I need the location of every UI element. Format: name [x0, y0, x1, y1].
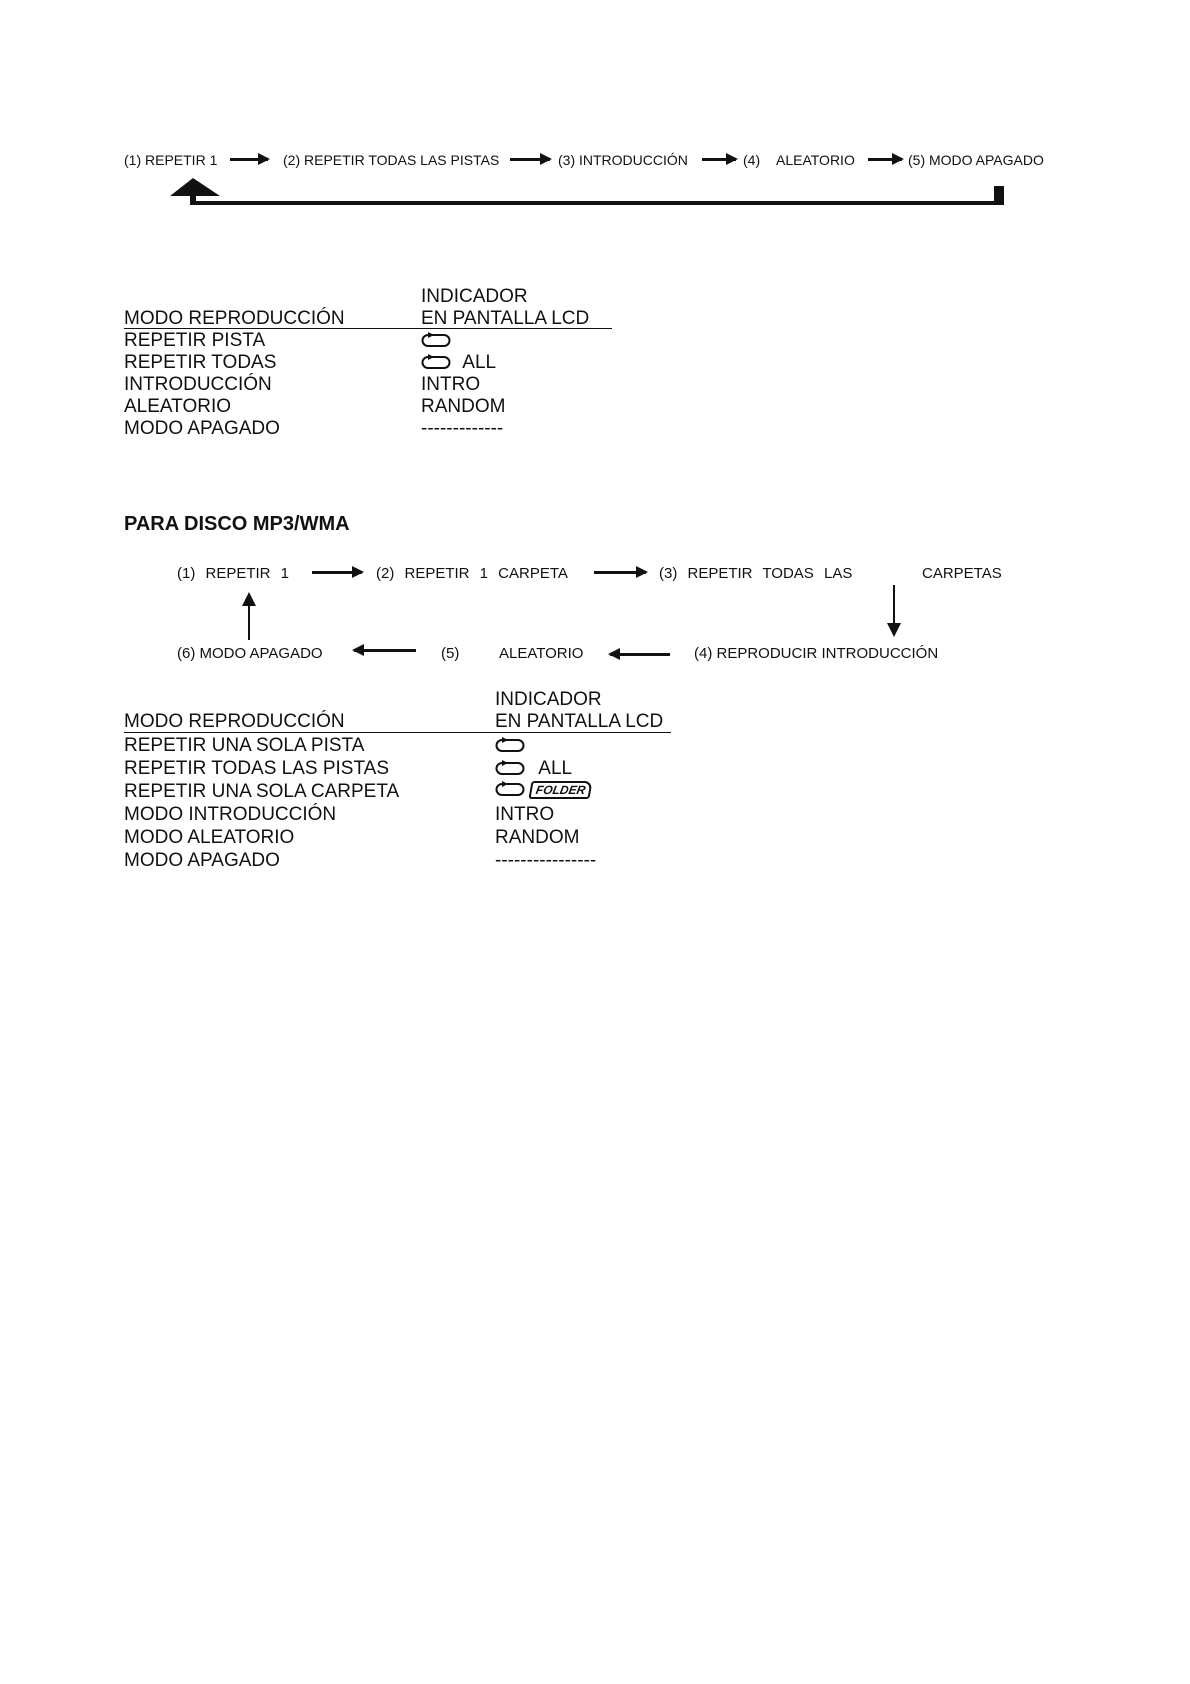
flow-step-3: (3) INTRODUCCIÓN — [558, 152, 688, 168]
flow-step-4-number: (4) — [743, 152, 761, 168]
table-row-mode: MODO APAGADO — [124, 850, 280, 871]
table-row-indicator — [495, 779, 592, 801]
table-row-mode: MODO APAGADO — [124, 418, 280, 439]
flow-arrow — [230, 158, 268, 161]
flow-arrow-down — [893, 585, 895, 635]
flow-step-2: (2) REPETIR TODAS LAS PISTAS — [283, 152, 500, 168]
table-row-mode: REPETIR TODAS — [124, 352, 277, 373]
flow-step-2: (2) REPETIR 1 CARPETA — [376, 565, 568, 582]
table-row-indicator: RANDOM — [495, 827, 580, 848]
flow-step-3-cont: CARPETAS — [922, 565, 1002, 582]
repeat-icon — [495, 737, 525, 753]
table-header-lcd: EN PANTALLA LCD — [495, 711, 664, 732]
flow-return-loop-arrow — [160, 178, 1010, 208]
flow-arrow — [610, 653, 670, 656]
repeat-icon — [421, 332, 451, 348]
table-row-indicator — [421, 330, 451, 352]
table-row-indicator: INTRO — [421, 374, 481, 395]
folder-badge: FOLDER — [529, 781, 594, 799]
flow-arrow — [594, 571, 646, 574]
table-header-rule — [124, 328, 612, 329]
table-header-indicator: INDICADOR — [421, 286, 528, 307]
table-row-mode: REPETIR UNA SOLA PISTA — [124, 735, 365, 756]
table-row-indicator: ALL — [495, 758, 572, 780]
table-row-mode: REPETIR UNA SOLA CARPETA — [124, 781, 400, 802]
table-header-mode: MODO REPRODUCCIÓN — [124, 711, 345, 732]
table-row-mode: REPETIR TODAS LAS PISTAS — [124, 758, 390, 779]
flow-arrow — [702, 158, 736, 161]
flow-arrow — [354, 649, 416, 652]
flow-step-5: (5) MODO APAGADO — [908, 152, 1044, 168]
table-row-indicator: RANDOM — [421, 396, 506, 417]
flow-step-1: (1) REPETIR 1 — [177, 565, 290, 582]
repeat-icon — [495, 760, 525, 776]
table-row-mode: MODO INTRODUCCIÓN — [124, 804, 337, 825]
table-header-indicator: INDICADOR — [495, 689, 602, 710]
flow-step-5-label: ALEATORIO — [499, 645, 584, 662]
table-row-indicator: ALL — [421, 352, 496, 374]
flow-step-6: (6) MODO APAGADO — [177, 645, 323, 662]
flow-arrow-up — [248, 594, 250, 640]
table-row-indicator: INTRO — [495, 804, 555, 825]
flow-step-4-label: ALEATORIO — [776, 152, 855, 168]
section-heading: PARA DISCO MP3/WMA — [124, 513, 350, 535]
table-header-lcd: EN PANTALLA LCD — [421, 308, 590, 329]
table-row-mode: ALEATORIO — [124, 396, 231, 417]
table-header-mode: MODO REPRODUCCIÓN — [124, 308, 345, 329]
table-row-mode: INTRODUCCIÓN — [124, 374, 272, 395]
table-row-mode: MODO ALEATORIO — [124, 827, 295, 848]
flow-arrow — [868, 158, 902, 161]
flow-arrow — [510, 158, 550, 161]
table-row-indicator — [495, 735, 525, 757]
repeat-icon — [495, 781, 525, 797]
flow-step-4: (4) REPRODUCIR INTRODUCCIÓN — [694, 645, 939, 662]
table-row-indicator: ------------- — [421, 418, 504, 439]
table-header-rule — [124, 732, 671, 733]
table-row-indicator: ---------------- — [495, 850, 597, 871]
repeat-icon — [421, 354, 451, 370]
flow-step-3: (3) REPETIR TODAS LAS — [659, 565, 853, 582]
flow-step-1: (1) REPETIR 1 — [124, 152, 218, 168]
flow-arrow — [312, 571, 362, 574]
flow-step-5-number: (5) — [441, 645, 460, 662]
table-row-mode: REPETIR PISTA — [124, 330, 266, 351]
